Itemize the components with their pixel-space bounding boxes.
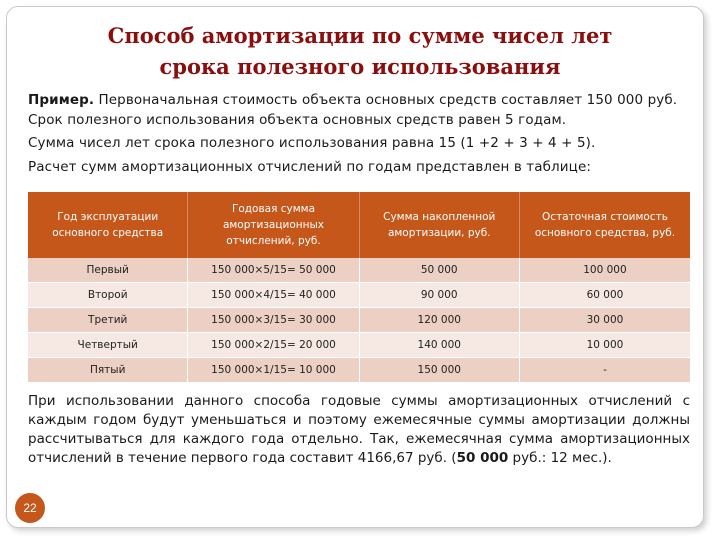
table-row: [28, 308, 690, 333]
closing-text-part1: При использовании данного способа годовые суммы амортизационных отчислений с каждым годом будут уменьшаться и поэтому ежемесячные суммы амортизации должны рассчитываться для каждого года отдельно. Так, ежемесячная сумма амортизационных отчислений в течение первого года составит 4166,67 руб. (: [28, 393, 690, 466]
header-residual: Остаточная стоимость основного средства, руб.: [519, 192, 690, 258]
cell-residual: 30 000: [519, 308, 690, 333]
header-accumulated: Сумма накопленной амортизации, руб.: [359, 192, 519, 258]
page-number-badge: 22: [15, 493, 45, 523]
cell-accumulated: 140 000: [359, 333, 519, 358]
cell-accumulated: 50 000: [359, 258, 519, 283]
title-line-1: Способ амортизации по сумме чисел лет: [107, 23, 613, 48]
cell-annual: 150 000×1/15= 10 000: [188, 358, 359, 383]
table-header-row: [28, 192, 690, 258]
header-year: Год эксплуатации основного средства: [28, 192, 188, 258]
closing-text-part2: руб.: 12 мес.).: [508, 450, 612, 466]
example-paragraph: [28, 90, 690, 130]
closing-paragraph: [28, 392, 690, 468]
cell-year: Четвертый: [28, 333, 188, 358]
example-text: Первоначальная стоимость объекта основных средств составляет 150 000 руб. Срок полезного использования объекта основных средств равен 5 годам.: [28, 92, 678, 128]
example-label: Пример.: [28, 92, 95, 108]
cell-year: Первый: [28, 258, 188, 283]
title-line-2: срока полезного использования: [159, 54, 561, 79]
cell-accumulated: 120 000: [359, 308, 519, 333]
cell-residual: 100 000: [519, 258, 690, 283]
table-row: [28, 358, 690, 383]
cell-annual: 150 000×4/15= 40 000: [188, 283, 359, 308]
cell-year: Второй: [28, 283, 188, 308]
table-row: [28, 283, 690, 308]
cell-accumulated: 90 000: [359, 283, 519, 308]
table-row: [28, 333, 690, 358]
cell-annual: 150 000×2/15= 20 000: [188, 333, 359, 358]
cell-residual: 10 000: [519, 333, 690, 358]
slide-title: [0, 20, 720, 82]
depreciation-table: [28, 192, 690, 383]
cell-accumulated: 150 000: [359, 358, 519, 383]
cell-year: Третий: [28, 308, 188, 333]
header-annual-amount: Годовая сумма амортизационных отчислений, руб.: [188, 192, 359, 258]
table-row: [28, 258, 690, 283]
sum-paragraph: Сумма чисел лет срока полезного использования равна 15 (1 +2 + 3 + 4 + 5).: [28, 135, 596, 151]
closing-bold-value: 50 000: [456, 450, 509, 466]
calc-paragraph: Расчет сумм амортизационных отчислений по годам представлен в таблице:: [28, 159, 591, 175]
cell-residual: 60 000: [519, 283, 690, 308]
cell-annual: 150 000×5/15= 50 000: [188, 258, 359, 283]
cell-residual: -: [519, 358, 690, 383]
cell-year: Пятый: [28, 358, 188, 383]
cell-annual: 150 000×3/15= 30 000: [188, 308, 359, 333]
